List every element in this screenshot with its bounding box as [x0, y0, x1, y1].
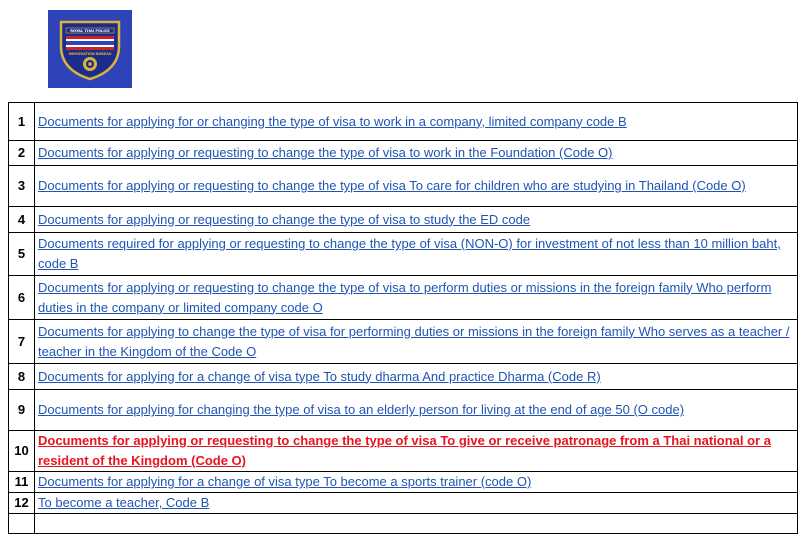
row-number: 1 [9, 103, 35, 141]
row-cell [35, 166, 798, 207]
row-number: 8 [9, 364, 35, 390]
table-row [9, 207, 798, 233]
row-cell [35, 207, 798, 233]
row-cell [35, 276, 798, 320]
row-cell [35, 431, 798, 472]
police-shield-icon [57, 16, 123, 82]
row-number: 12 [9, 493, 35, 514]
row-number: 10 [9, 431, 35, 472]
row-cell [35, 493, 798, 514]
visa-documents-table [8, 102, 798, 534]
row-number: 7 [9, 320, 35, 364]
document-link[interactable]: Documents for applying or requesting to change the type of visa to work in the Foundation (Code O) [38, 145, 613, 160]
row-number: 2 [9, 141, 35, 166]
row-cell [35, 103, 798, 141]
table-row [9, 276, 798, 320]
row-number: 5 [9, 233, 35, 276]
table-row [9, 233, 798, 276]
document-link[interactable]: Documents for applying for a change of visa type To become a sports trainer (code O) [38, 474, 532, 489]
document-link[interactable]: Documents for applying or requesting to change the type of visa To care for children who are studying in Thailand (Code O) [38, 178, 746, 193]
table-row-empty [9, 514, 798, 534]
row-number: 9 [9, 390, 35, 431]
document-link[interactable]: Documents for applying to change the type of visa for performing duties or missions in the foreign family Who serves as a teacher / teacher in the Kingdom of the Code O [38, 323, 790, 359]
row-cell [35, 320, 798, 364]
document-link[interactable]: Documents for applying for changing the type of visa to an elderly person for living at the end of age 50 (O code) [38, 402, 685, 417]
table-row [9, 320, 798, 364]
row-number: 3 [9, 166, 35, 207]
row-number: 4 [9, 207, 35, 233]
table-row [9, 103, 798, 141]
row-cell [35, 364, 798, 390]
row-cell-empty [35, 514, 798, 534]
row-number: 11 [9, 472, 35, 493]
row-cell [35, 472, 798, 493]
table-row [9, 141, 798, 166]
immigration-bureau-logo [48, 10, 132, 88]
logo-mid-text: IMMIGRATION BUREAU [68, 52, 112, 56]
document-link[interactable]: Documents for applying for or changing the type of visa to work in a company, limited company code B [38, 113, 627, 129]
row-number-empty [9, 514, 35, 534]
document-link[interactable]: Documents required for applying or requesting to change the type of visa (NON-O) for investment of not less than 10 million baht, code B [38, 236, 781, 271]
table-row-highlighted [9, 431, 798, 472]
table-row [9, 493, 798, 514]
row-cell [35, 390, 798, 431]
table-row [9, 166, 798, 207]
row-cell [35, 141, 798, 166]
document-link[interactable]: Documents for applying for a change of visa type To study dharma And practice Dharma (Code R) [38, 368, 601, 384]
document-link-highlighted[interactable]: Documents for applying or requesting to change the type of visa To give or receive patronage from a Thai national or a resident of the Kingdom (Code O) [38, 433, 771, 468]
document-link[interactable]: To become a teacher, Code B [38, 495, 210, 510]
table-row [9, 364, 798, 390]
table-row [9, 472, 798, 493]
row-number: 6 [9, 276, 35, 320]
logo-top-text: ROYAL THAI POLICE [70, 29, 110, 33]
row-cell [35, 233, 798, 276]
table-row [9, 390, 798, 431]
document-link[interactable]: Documents for applying or requesting to change the type of visa to study the ED code [38, 211, 531, 227]
document-link[interactable]: Documents for applying or requesting to change the type of visa to perform duties or missions in the foreign family Who perform duties in the company or limited company code O [38, 279, 772, 315]
